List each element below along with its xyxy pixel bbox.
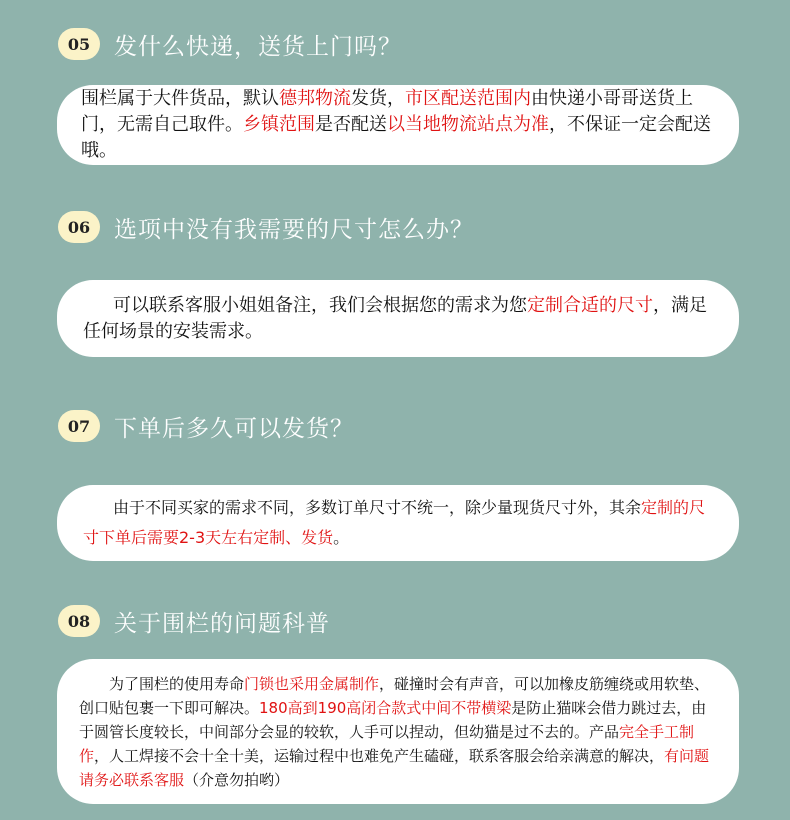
answer-segment: 围栏属于大件货品，默认	[81, 88, 279, 109]
answer-segment: （介意勿拍哟）	[184, 770, 290, 789]
faq-08-question: 关于围栏的问题科普	[114, 610, 330, 637]
answer-segment: 可以联系客服小姐姐备注，我们会根据您的需求为您	[113, 294, 527, 316]
faq-08-answer-card	[57, 659, 739, 804]
faq-05-answer-text	[81, 86, 713, 164]
answer-segment: 。	[333, 528, 350, 547]
highlight-segment: 德邦物流	[279, 88, 351, 109]
answer-segment: 是防止猫咪会借力跳过去，由于圆管长度较长，中间部分会显的较软，人手可以捏动，但幼猫是过不去的。产品	[79, 698, 707, 741]
answer-segment: 由于不同买家的需求不同，多数订单尺寸不统一，除少量现货尺寸外，其余	[113, 498, 642, 517]
faq-05-question: 发什么快递，送货上门吗？	[114, 33, 402, 60]
answer-segment: ，人工焊接不会十全十美，运输过程中也难免产生磕碰，联系客服会给亲满意的解决，	[94, 746, 665, 765]
faq-06-answer-card	[57, 280, 739, 357]
highlight-segment: 乡镇范围	[243, 114, 315, 135]
faq-07-answer-card	[57, 485, 739, 561]
faq-06-header	[58, 205, 474, 249]
highlight-segment: 有问题请务必联系客服	[79, 746, 710, 789]
faq-05-answer-card	[57, 85, 739, 165]
faq-05-header	[58, 22, 402, 66]
answer-segment: 为了围栏的使用寿命	[109, 674, 245, 693]
faq-07-question: 下单后多久可以发货？	[114, 415, 354, 442]
answer-segment: ，碰撞时会有声音，可以加橡皮筋缠绕或用软垫、创口贴包裹一下即可解决。	[79, 674, 710, 717]
answer-segment: ，满足任何场景的安装需求。	[83, 294, 707, 342]
highlight-segment: 完全手工制作	[79, 722, 695, 765]
faq-06-answer-text	[83, 293, 713, 345]
faq-06-number-badge: 06	[58, 211, 100, 243]
faq-07-number-badge: 07	[58, 410, 100, 442]
faq-08-answer-text	[79, 672, 717, 792]
highlight-segment: 180高到190高闭合款式中间不带横梁	[259, 698, 512, 717]
faq-05-number-badge: 05	[58, 28, 100, 60]
highlight-segment: 门锁也采用金属制作	[244, 674, 380, 693]
answer-segment: 发货，	[351, 88, 405, 109]
highlight-segment: 定制的尺寸下单后需要2-3天左右定制、发货	[83, 498, 706, 547]
faq-08-number-badge: 08	[58, 605, 100, 637]
highlight-segment: 市区配送范围内	[405, 88, 531, 109]
faq-07-answer-text	[83, 493, 713, 553]
faq-07-header	[58, 404, 354, 448]
faq-08-header	[58, 599, 330, 643]
highlight-segment: 以当地物流站点为准	[387, 114, 549, 135]
answer-segment: ，不保证一定会配送哦。	[81, 114, 711, 161]
highlight-segment: 定制合适的尺寸	[527, 294, 653, 316]
answer-segment: 由快递小哥哥送货上门，无需自己取件。	[81, 88, 693, 135]
faq-06-question: 选项中没有我需要的尺寸怎么办？	[114, 216, 474, 243]
answer-segment: 是否配送	[315, 114, 387, 135]
